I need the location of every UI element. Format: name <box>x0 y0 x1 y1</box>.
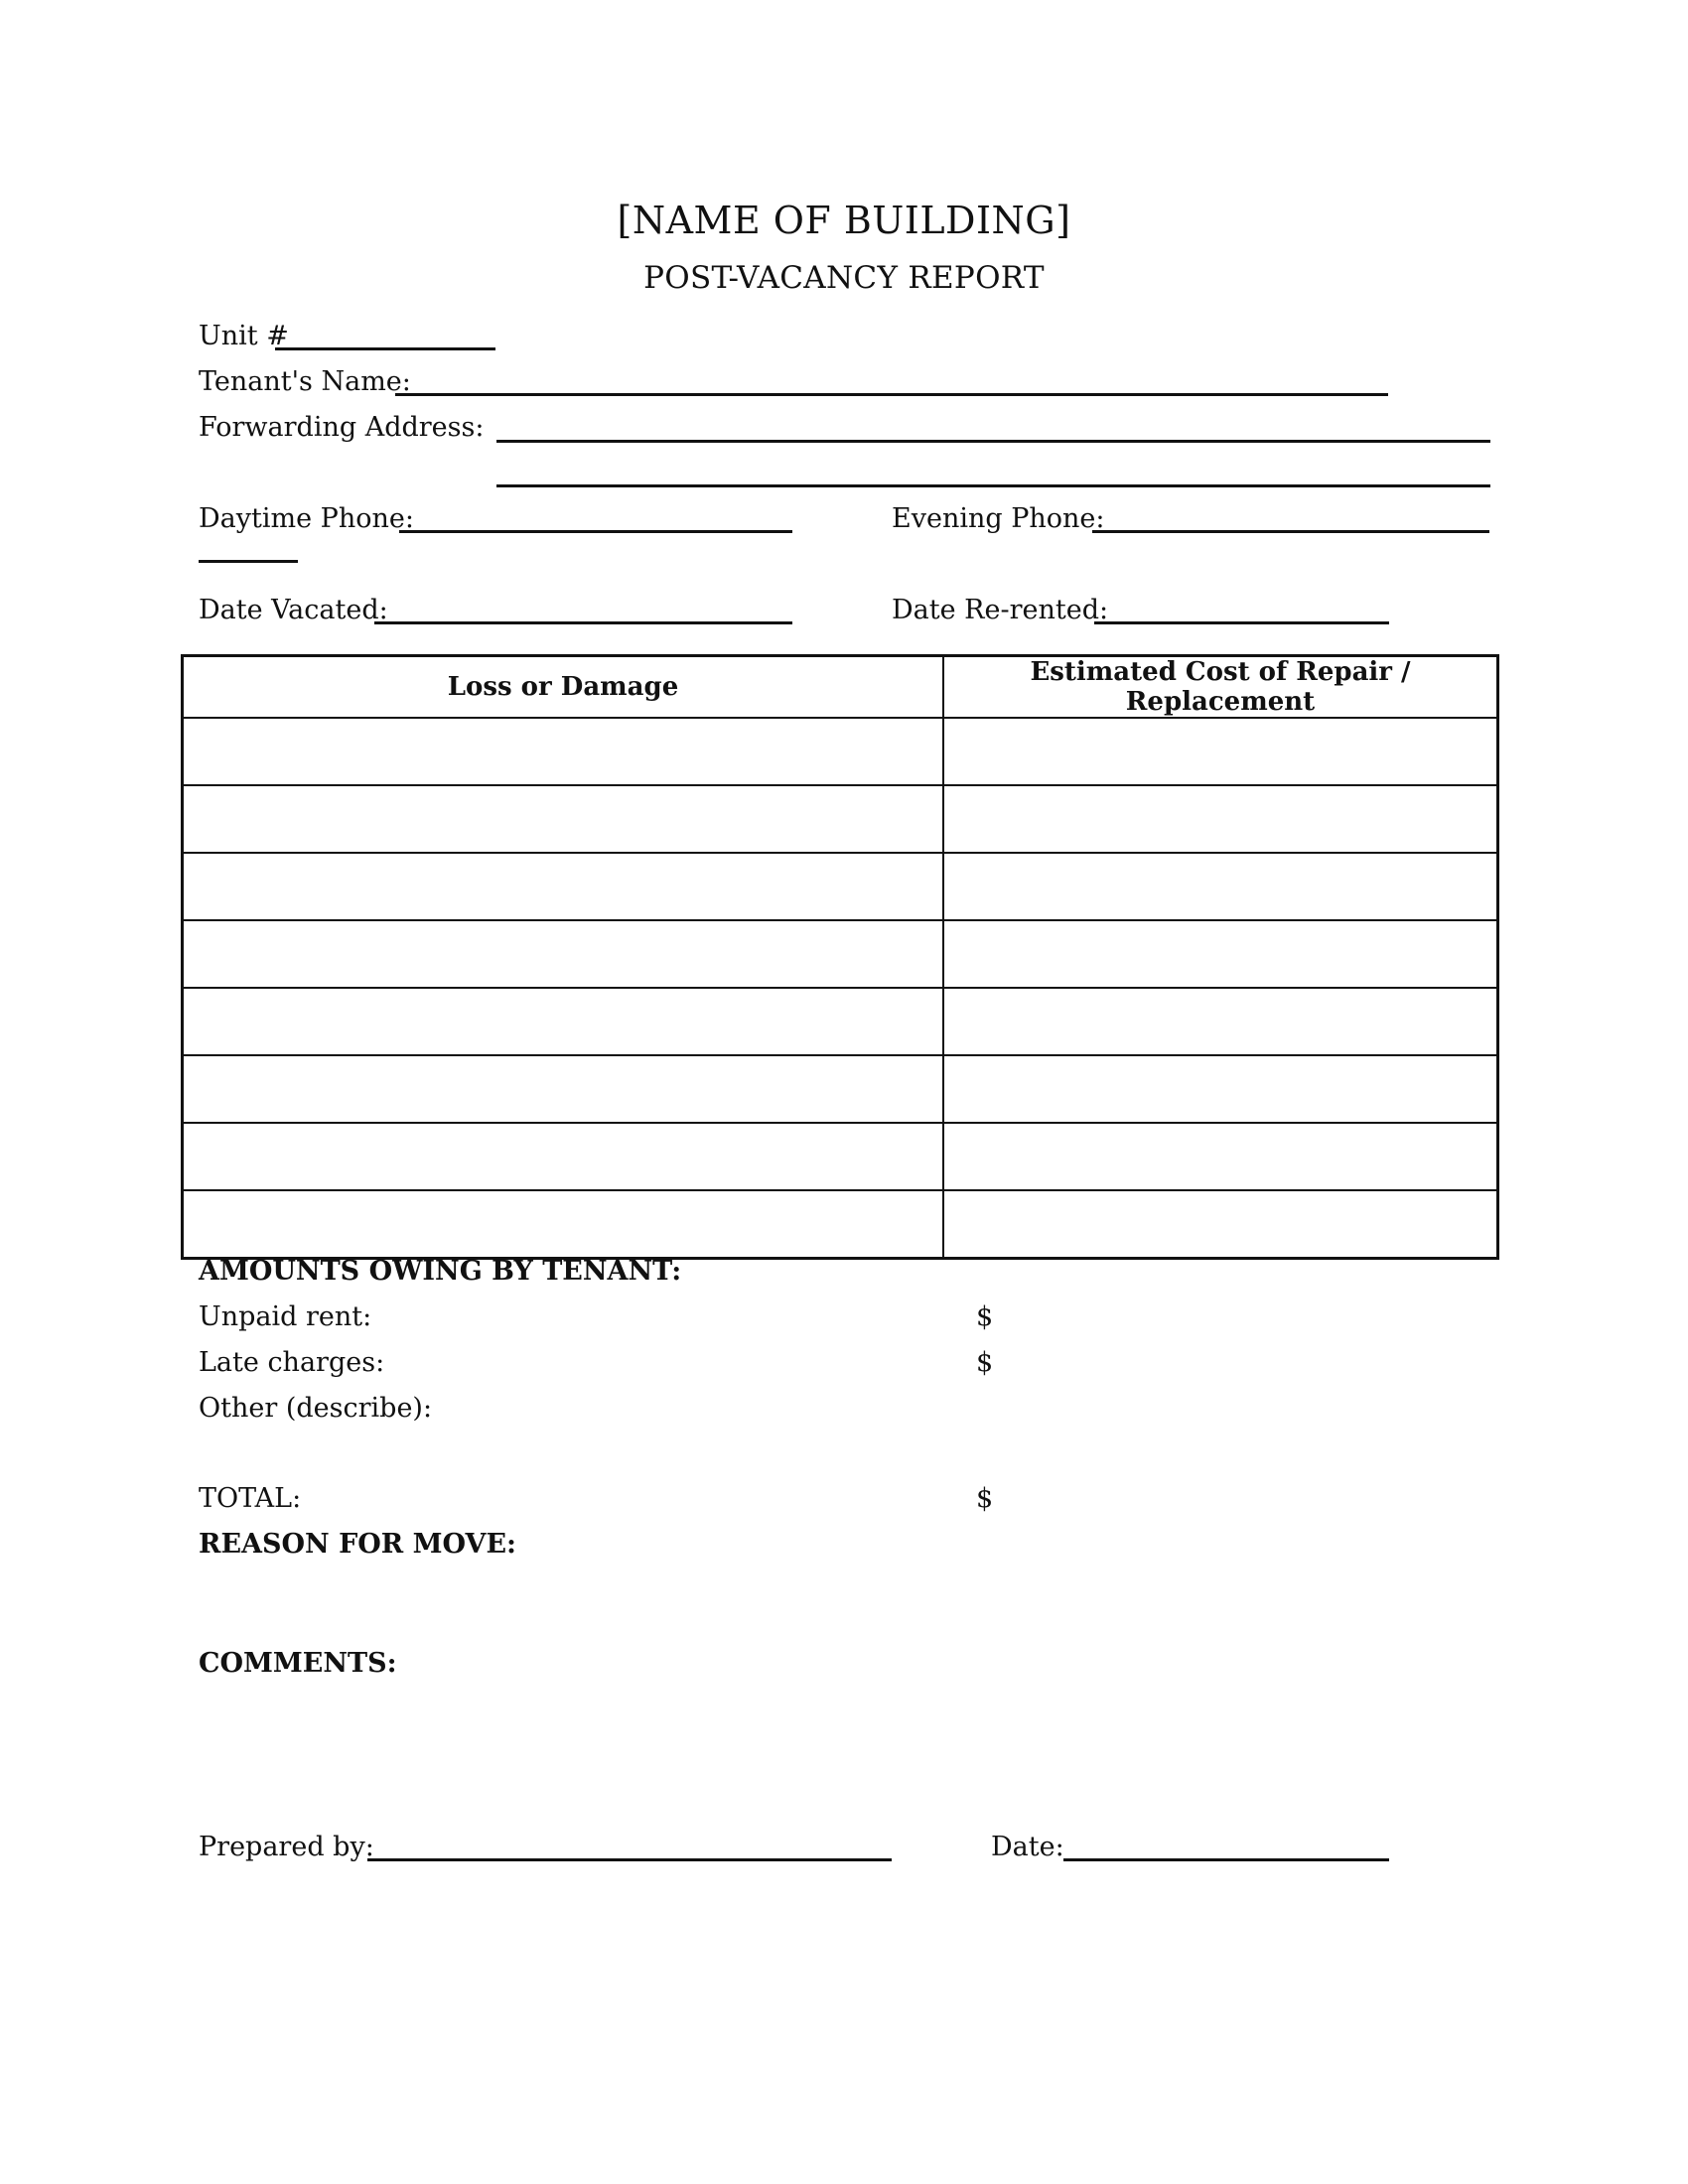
loss-damage-header: Loss or Damage <box>183 656 944 719</box>
estimated-cost-cell[interactable] <box>943 1190 1498 1259</box>
daytime-phone-input-line[interactable] <box>399 530 792 533</box>
loss-damage-cell[interactable] <box>183 1055 944 1123</box>
table-row <box>183 920 1498 988</box>
other-describe-label: Other (describe): <box>199 1393 433 1424</box>
estimated-cost-cell[interactable] <box>943 988 1498 1055</box>
estimated-cost-cell[interactable] <box>943 785 1498 853</box>
evening-phone-label: Evening Phone: <box>892 503 1105 534</box>
table-row <box>183 853 1498 920</box>
estimated-cost-cell[interactable] <box>943 718 1498 785</box>
damage-table <box>181 654 1499 1260</box>
phone-continuation-line <box>199 560 298 563</box>
tenant-name-label: Tenant's Name: <box>199 366 411 397</box>
tenant-name-input-line[interactable] <box>395 393 1388 396</box>
prepared-by-label: Prepared by: <box>199 1832 374 1862</box>
unit-input-line[interactable] <box>275 347 495 350</box>
evening-phone-input-line[interactable] <box>1092 530 1489 533</box>
loss-damage-cell[interactable] <box>183 1190 944 1259</box>
table-row <box>183 718 1498 785</box>
unpaid-rent-label: Unpaid rent: <box>199 1301 372 1332</box>
total-currency: $ <box>976 1483 994 1514</box>
estimated-cost-cell[interactable] <box>943 1123 1498 1190</box>
date-input-line[interactable] <box>1063 1858 1389 1861</box>
comments-heading: COMMENTS: <box>199 1648 397 1679</box>
date-label: Date: <box>991 1832 1064 1862</box>
loss-damage-cell[interactable] <box>183 920 944 988</box>
page-title: [NAME OF BUILDING] <box>617 199 1071 242</box>
table-row <box>183 1190 1498 1259</box>
table-row <box>183 1123 1498 1190</box>
amounts-owing-heading: AMOUNTS OWING BY TENANT: <box>199 1256 682 1287</box>
daytime-phone-label: Daytime Phone: <box>199 503 414 534</box>
total-label: TOTAL: <box>199 1483 302 1514</box>
forwarding-address-line-1[interactable] <box>496 440 1490 443</box>
estimated-cost-header: Estimated Cost of Repair / Replacement <box>943 656 1498 719</box>
date-vacated-label: Date Vacated: <box>199 595 388 625</box>
loss-damage-cell[interactable] <box>183 988 944 1055</box>
estimated-cost-cell[interactable] <box>943 853 1498 920</box>
estimated-cost-cell[interactable] <box>943 1055 1498 1123</box>
loss-damage-cell[interactable] <box>183 785 944 853</box>
page-subtitle: POST-VACANCY REPORT <box>643 260 1045 296</box>
date-rerented-label: Date Re-rented: <box>892 595 1109 625</box>
table-row <box>183 785 1498 853</box>
late-charges-label: Late charges: <box>199 1347 385 1378</box>
loss-damage-cell[interactable] <box>183 718 944 785</box>
estimated-cost-cell[interactable] <box>943 920 1498 988</box>
table-header-row <box>183 656 1498 719</box>
date-vacated-input-line[interactable] <box>374 621 792 624</box>
reason-for-move-heading: REASON FOR MOVE: <box>199 1529 517 1560</box>
unit-label: Unit # <box>199 321 289 351</box>
forwarding-address-line-2[interactable] <box>496 484 1490 487</box>
table-row <box>183 988 1498 1055</box>
late-charges-currency: $ <box>976 1347 994 1378</box>
unpaid-rent-currency: $ <box>976 1301 994 1332</box>
date-rerented-input-line[interactable] <box>1094 621 1389 624</box>
prepared-by-input-line[interactable] <box>367 1858 892 1861</box>
forwarding-address-label: Forwarding Address: <box>199 412 485 443</box>
table-row <box>183 1055 1498 1123</box>
loss-damage-cell[interactable] <box>183 853 944 920</box>
loss-damage-cell[interactable] <box>183 1123 944 1190</box>
